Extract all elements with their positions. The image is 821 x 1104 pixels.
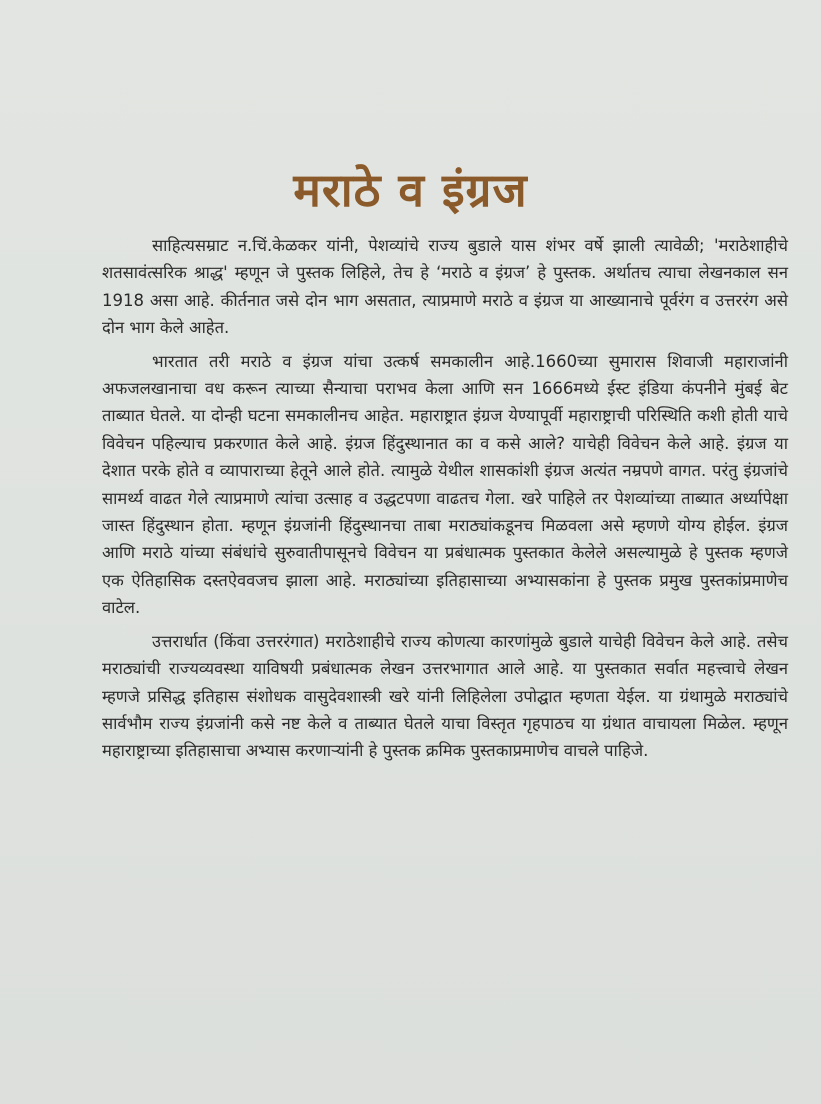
blurb-text [102, 232, 788, 771]
paragraph-1: साहित्यसम्राट न.चिं.केळकर यांनी, पेशव्यांचे राज्य बुडाले यास शंभर वर्षे झाली त्यावेळी; 'मराठेशाहीचे शतसावंत्सरिक श्राद्ध' म्हणून जे पुस्तक लिहिले, तेच हे ‘मराठे व इंग्रज’ हे पुस्तक. अर्थातच त्याचा लेखनकाल सन 1918 असा आहे. कीर्तनात जसे दोन भाग असतात, त्याप्रमाणे मराठे व इंग्रज या आख्यानाचे पूर्वरंग व उत्तररंग असे दोन भाग केले आहेत. [102, 236, 788, 338]
page-title: मराठे व इंग्रज [293, 163, 528, 217]
paragraph-2: भारतात तरी मराठे व इंग्रज यांचा उत्कर्ष समकालीन आहे.1660च्या सुमारास शिवाजी महाराजांनी अफजलखानाचा वध करून त्याच्या सैन्याचा पराभव केला आणि सन 1666मध्ये ईस्ट इंडिया कंपनीने मुंबई बेट ताब्यात घेतले. या दोन्ही घटना समकालीनच आहेत. महाराष्ट्रात इंग्रज येण्यापूर्वी महाराष्ट्राची परिस्थिति कशी होती याचे विवेचन पहिल्याच प्रकरणात केले आहे. इंग्रज हिंदुस्थानात का व कसे आले? याचेही विवेचन केले आहे. इंग्रज या देशात परके होते व व्यापाराच्या हेतूने आले होते. त्यामुळे येथील शासकांशी इंग्रज अत्यंत नम्रपणे वागत. परंतु इंग्रजांचे सामर्थ्य वाढत गेले त्याप्रमाणे त्यांचा उत्साह व उद्धटपणा वाढतच गेला. खरे पाहिले तर पेशव्यांच्या ताब्यात अर्ध्यापेक्षा जास्त हिंदुस्थान होता. म्हणून इंग्रजांनी हिंदुस्थानचा ताबा मराठ्यांकडूनच मिळवला असे म्हणणे योग्य होईल. इंग्रज आणि मराठे यांच्या संबंधांचे सुरुवातीपासूनचे विवेचन या प्रबंधात्मक पुस्तकात केलेले असल्यामुळे हे पुस्तक म्हणजे एक ऐतिहासिक दस्तऐववजच झाला आहे. मराठ्यांच्या इतिहासाच्या अभ्यासकांना हे पुस्तक प्रमुख पुस्तकांप्रमाणेच वाटेल. [102, 351, 788, 618]
paragraph-3: उत्तरार्धात (किंवा उत्तररंगात) मराठेशाहीचे राज्य कोणत्या कारणांमुळे बुडाले याचेही विवेचन केले आहे. तसेच मराठ्यांची राज्यव्यवस्था याविषयी प्रबंधात्मक लेखन उत्तरभागात आले आहे. या पुस्तकात सर्वात महत्त्वाचे लेखन म्हणजे प्रसिद्ध इतिहास संशोधक वासुदेवशास्त्री खरे यांनी लिहिलेला उपोद्घात म्हणता येईल. या ग्रंथामुळे मराठ्यांचे सार्वभौम राज्य इंग्रजांनी कसे नष्ट केले व ताब्यात घेतले याचा विस्तृत गृहपाठच या ग्रंथात वाचायला मिळेल. म्हणून महाराष्ट्राच्या इतिहासाचा अभ्यास करणाऱ्यांनी हे पुस्तक क्रमिक पुस्तकाप्रमाणेच वाचले पाहिजे. [102, 631, 788, 761]
